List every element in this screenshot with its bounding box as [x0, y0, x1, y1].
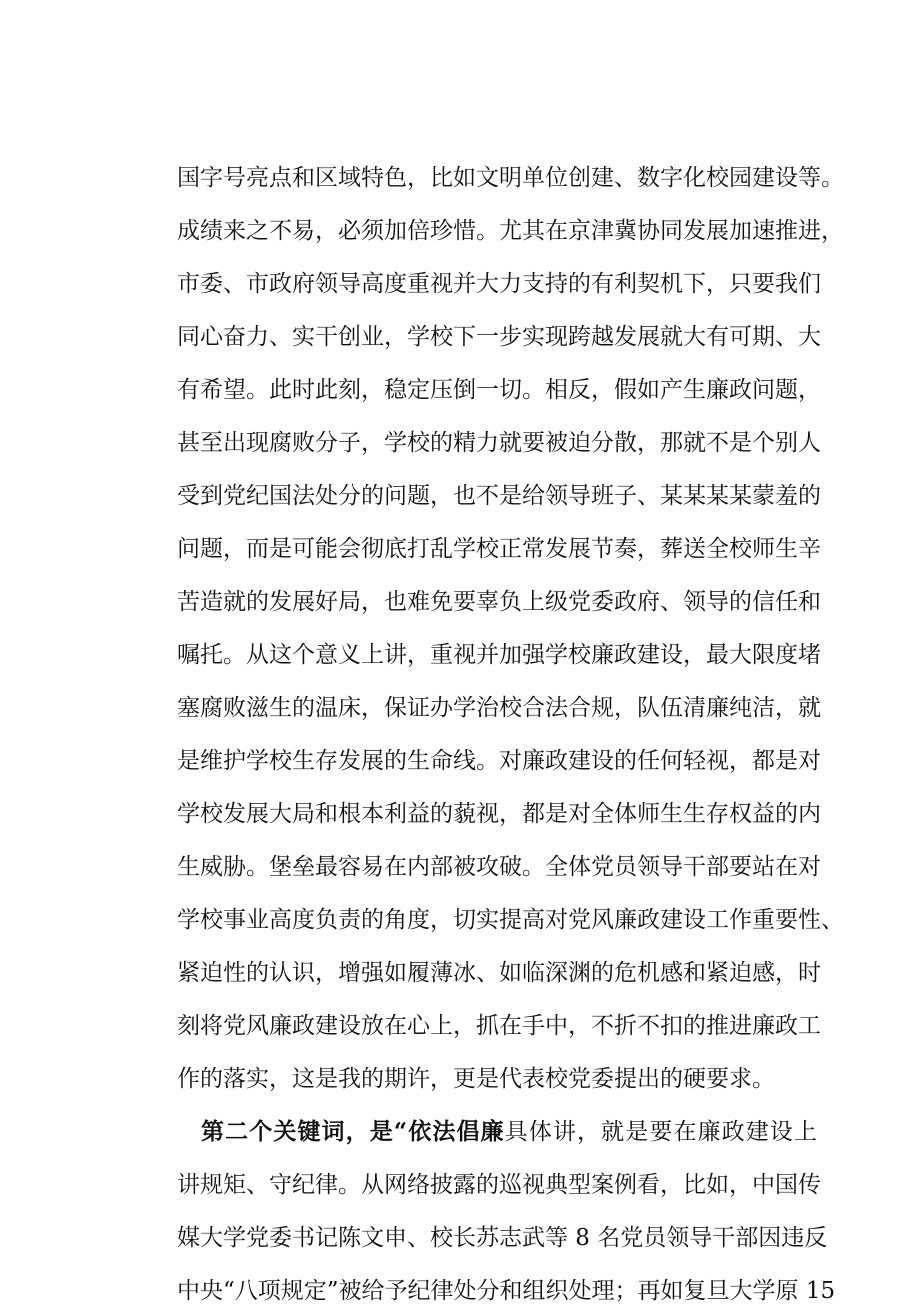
paragraph-1-line-14: 生威胁。堡垒最容易在内部被攻破。全体党员领导干部要站在对	[177, 854, 821, 880]
paragraph-1-line-4: 同心奋力、实干创业，学校下一步实现跨越发展就大有可期、大	[177, 324, 821, 350]
paragraph-1-line-11: 塞腐败滋生的温床，保证办学治校合法合规，队伍清廉纯洁，就	[177, 695, 821, 721]
paragraph-1-line-12: 是维护学校生存发展的生命线。对廉政建设的任何轻视，都是对	[177, 748, 821, 774]
paragraph-2-line-2: 讲规矩、守纪律。从网络披露的巡视典型案例看，比如，中国传	[177, 1172, 821, 1198]
paragraph-1-line-16: 紧迫性的认识，增强如履薄冰、如临深渊的危机感和紧迫感，时	[177, 960, 821, 986]
paragraph-1-line-1: 国字号亮点和区域特色，比如文明单位创建、数字化校园建设等。	[177, 165, 844, 191]
paragraph-1-line-17: 刻将党风廉政建设放在心上，抓在手中，不折不扣的推进廉政工	[177, 1013, 821, 1039]
paragraph-1-line-6: 甚至出现腐败分子，学校的精力就要被迫分散，那就不是个别人	[177, 430, 821, 456]
paragraph-1-line-5: 有希望。此时此刻，稳定压倒一切。相反，假如产生廉政问题，	[177, 377, 821, 403]
paragraph-1-line-13: 学校发展大局和根本利益的藐视，都是对全体师生生存权益的内	[177, 801, 821, 827]
paragraph-1-line-15: 学校事业高度负责的角度，切实提高对党风廉政建设工作重要性、	[177, 907, 844, 933]
paragraph-1-line-7: 受到党纪国法处分的问题，也不是给领导班子、某某某某蒙羞的	[177, 483, 821, 509]
paragraph-2-line-1	[201, 1112, 817, 1152]
paragraph-1-line-18: 作的落实，这是我的期许，更是代表校党委提出的硬要求。	[177, 1066, 775, 1092]
keyword-heading: 第二个关键词，是“依法倡廉	[201, 1118, 505, 1145]
paragraph-1-line-3: 市委、市政府领导高度重视并大力支持的有利契机下，只要我们	[177, 271, 821, 297]
paragraph-1-line-9: 苦造就的发展好局，也难免要辜负上级党委政府、领导的信任和	[177, 589, 821, 615]
paragraph-2-line-4: 中央“八项规定”被给予纪律处分和组织处理；再如复旦大学原 15	[177, 1278, 836, 1304]
paragraph-1-line-2: 成绩来之不易，必须加倍珍惜。尤其在京津冀协同发展加速推进，	[177, 218, 844, 244]
paragraph-2-line-1-rest: 具体讲，就是要在廉政建设上	[504, 1119, 817, 1145]
paragraph-1-line-10: 嘱托。从这个意义上讲，重视并加强学校廉政建设，最大限度堵	[177, 642, 821, 668]
paragraph-1-line-8: 问题，而是可能会彻底打乱学校正常发展节奏，葬送全校师生辛	[177, 536, 821, 562]
paragraph-2-line-3: 媒大学党委书记陈文申、校长苏志武等 8 名党员领导干部因违反	[177, 1225, 828, 1251]
